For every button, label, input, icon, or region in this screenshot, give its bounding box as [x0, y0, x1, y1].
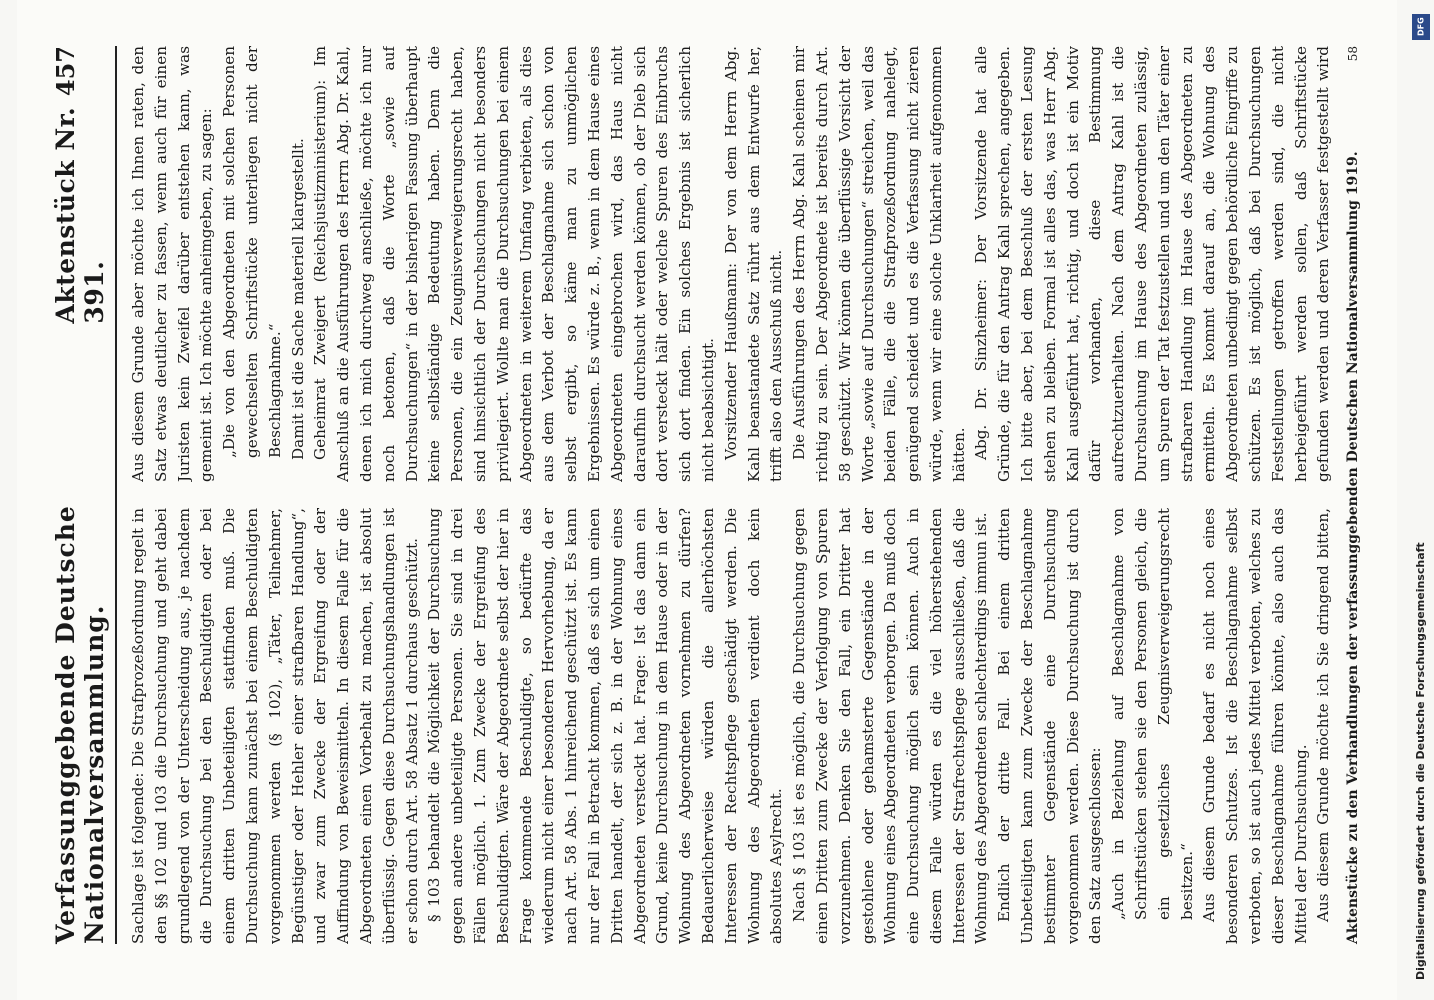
paragraph: Aus diesem Grunde aber möchte ich Ihnen raten, den Satz etwas deutlicher zu fassen, wenn auch für einen Juristen kein Zweifel darüber entstehen kann, was gemeint ist. Ich möchte anheimgeben, zu sagen:	[129, 46, 216, 482]
paragraph: Abg. Dr. Sinzheimer: Der Vorsitzende hat alle Gründe, die für den Antrag Kahl sprechen, angegeben. Ich bitte aber, bei dem Beschluß der ersten Lesung stehen zu bleiben. Formal ist alles das, was Herr Abg. Kahl ausgeführt hat, richtig, und doch ist ein Motiv dafür vorhanden, diese Bestimmung aufrechtzuerhalten. Nach dem Antrag Kahl ist die Durchsuchung im Hause des Abgeordneten zulässig, um Spuren der Tat festzustellen und um den Täter einer strafbaren Handlung im Hause des Abgeordneten zu ermitteln. Es kommt darauf an, die Wohnung des Abgeordneten unbedingt gegen behördliche Eingriffe zu schützen. Es ist möglich, daß bei Durchsuchungen Feststellungen getroffen werden sind, die nicht herbeigeführt werden sollen, daß Schriftstücke gefunden werden und deren Verfasser festgestellt wird	[972, 46, 1333, 482]
digitization-stamp	[1410, 10, 1432, 990]
document-page	[17, 0, 1397, 1000]
text-columns	[127, 46, 1337, 944]
left-column	[127, 508, 1337, 944]
stamp-text: Digitalisierung gefördert durch die Deutsche Forschungsgemeinschaft	[1414, 542, 1427, 980]
paragraph: Vorsitzender Haußmann: Der von dem Herrn Abg. Kahl beanstandete Satz rührt aus dem Entwurfe her, trifft also den Ausschuß nicht.	[721, 46, 786, 482]
paragraph: Nach § 103 ist es möglich, die Durchsuchung gegen einen Dritten zum Zwecke der Verfolgung von Spuren vorzunehmen. Denken Sie den Fall, ein Dritter hat gestohlene oder gehamsterte Gegenstände in der Wohnung eines Abgeordneten verborgen. Da muß doch eine Durchsuchung möglich sein können. Auch in diesem Falle würden es die viel höherstehenden Interessen der Strafrechtspflege ausschließen, daß die Wohnung des Abgeordneten schlechterdings immun ist.	[790, 508, 991, 944]
paragraph: § 103 behandelt die Möglichkeit der Durchsuchung gegen andere unbeteiligte Personen. Sie sind in drei Fällen möglich. 1. Zum Zwecke der Ergreifung des Beschuldigten. Wäre der Abgeordnete selbst der hier in Frage kommende Beschuldigte, so bedürfte das wiederum nicht einer besonderen Hervorhebung, da er nach Art. 58 Abs. 1 hinreichend geschützt ist. Es kann nur der Fall in Betracht kommen, daß es sich um einen Dritten handelt, der sich z. B. in der Wohnung eines Abgeordneten versteckt hat. Frage: Ist das dann ein Grund, keine Durchsuchung in dem Hause oder in der Wohnung des Abgeordneten vornehmen zu dürfen? Bedauerlicherweise würden die allerhöchsten Interessen der Rechtspflege geschädigt werden. Die Wohnung des Abgeordneten verdient doch kein absolutes Asylrecht.	[425, 508, 786, 944]
paragraph: „Die von den Abgeordneten mit solchen Personen gewechselten Schriftstücke unterliegen nicht der Beschlagnahme.“	[220, 46, 284, 458]
paragraph: Geheimrat Zweigert (Reichsjustizministerium): Im Anschluß an die Ausführungen des Herrn Abg. Dr. Kahl, denen ich mich durchweg anschließe, möchte ich nur noch betonen, daß die Worte „sowie auf Durchsuchungen“ in der bisherigen Fassung überhaupt keine selbständige Bedeutung haben. Denn die Personen, die ein Zeugnisverweigerungsrecht haben, sind hinsichtlich der Durchsuchungen nicht besonders privilegiert. Wollte man die Durchsuchungen bei einem Abgeordneten in weiterem Umfang verbieten, als dies aus dem Verbot der Beschlagnahme sich schon von selbst ergibt, so käme man zu unmöglichen Ergebnissen. Es würde z. B., wenn in dem Hause eines Abgeordneten eingebrochen wird, das Haus nicht daraufhin durchsucht werden können, ob der Dieb sich dort versteckt hält oder welche Spuren des Einbruchs sich dort finden. Ein solches Ergebnis ist sicherlich nicht beabsichtigt.	[311, 46, 717, 482]
dfg-logo: DFG	[1412, 14, 1430, 40]
paragraph: Sachlage ist folgende: Die Strafprozeßordnung regelt in den §§ 102 und 103 die Durchsuchung und geht dabei grundlegend von der Unterscheidung aus, je nachdem die Durchsuchung bei den Beschuldigten oder bei einem dritten Unbeteiligten stattfinden muß. Die Durchsuchung kann zunächst bei einem Beschuldigten vorgenommen werden (§ 102), „Täter, Teilnehmer, Begünstiger oder Hehler einer strafbaren Handlung“, und zwar zum Zwecke der Ergreifung oder der Auffindung von Beweismitteln. In diesem Falle für die Abgeordneten einen Vorbehalt zu machen, ist absolut überflüssig. Gegen diese Durchsuchungshandlungen ist er schon durch Art. 58 Absatz 1 durchaus geschützt.	[129, 508, 421, 944]
document-number: Aktenstück Nr. 391.	[51, 106, 109, 324]
assembly-title: Verfassunggebende Deutsche Nationalversammlung.	[51, 505, 109, 944]
page-footer	[1345, 46, 1361, 944]
paragraph: Aus diesem Grunde möchte ich Sie dringend bitten,	[1314, 508, 1333, 922]
paragraph: Die Ausführungen des Herrn Abg. Kahl scheinen mir richtig zu sein. Der Abgeordnete ist bereits durch Art. 58 geschützt. Wir können die überflüssige Vorsicht der Worte „sowie auf Durchsuchungen“ streichen, weil das beiden Fälle, die die Strafprozeßordnung nahelegt, genügend scheidet und es die Verfassung nicht zieren würde, wenn wir eine solche Unklarheit aufgenommen hätten.	[790, 46, 968, 482]
paragraph: Endlich der dritte Fall. Bei einem dritten Unbeteiligten kann zum Zwecke der Beschlagnahme bestimmter Gegenstände eine Durchsuchung vorgenommen werden. Diese Durchsuchung ist durch den Satz ausgeschlossen:	[995, 508, 1105, 944]
footer-text: Aktenstücke zu den Verhandlungen der verfassunggebenden Deutschen Nationalversammlung 1919.	[1345, 151, 1361, 944]
paragraph: Damit ist die Sache materiell klargestellt.	[288, 138, 307, 460]
sheet-signature: 58	[1346, 46, 1360, 62]
paragraph: „Auch in Beziehung auf Beschlagnahme von Schriftstücken stehen sie den Personen gleich, die ein gesetzliches Zeugnisverweigerungsrecht besitzen.“	[1109, 508, 1196, 920]
page-number: 457	[51, 46, 80, 97]
paragraph: Aus diesem Grunde bedarf es nicht noch eines besonderen Schutzes. Ist die Beschlagnahme selbst verboten, so ist auch jedes Mittel verboten, welches zu dieser Beschlagnahme führen könnte, also auch das Mittel der Durchsuchung.	[1200, 508, 1310, 944]
page-header	[51, 46, 117, 944]
right-column	[127, 46, 1337, 482]
